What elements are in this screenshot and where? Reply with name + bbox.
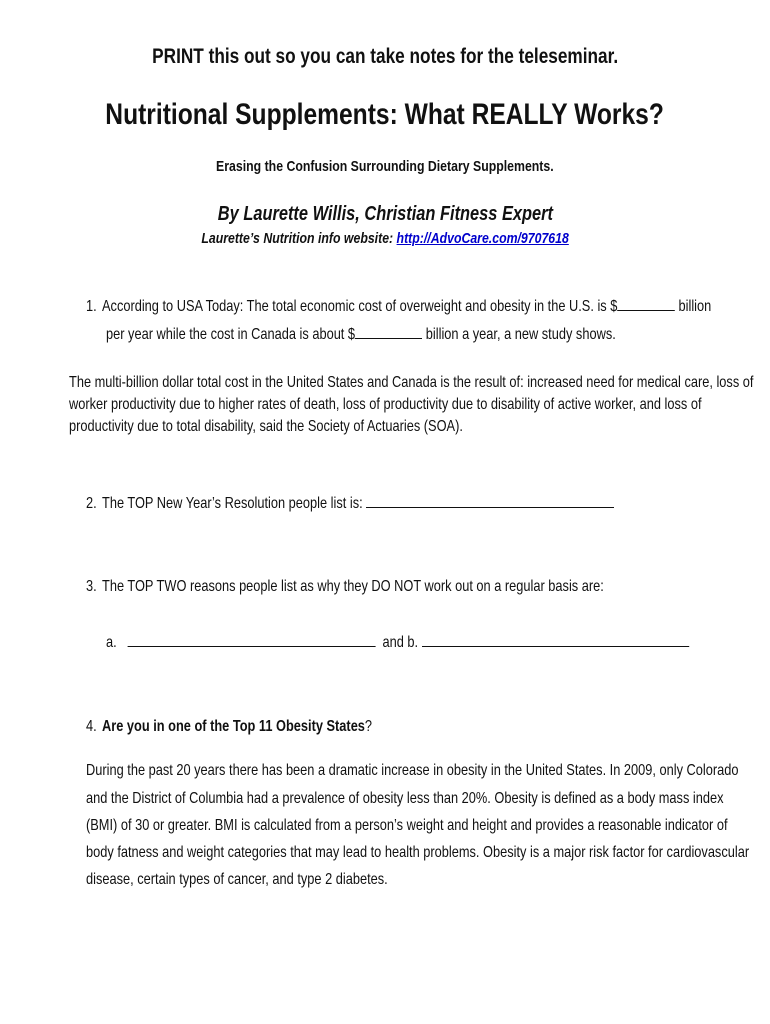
paragraph-1-line: worker productivity due to higher rates of death, loss of productivity due to disability of active worker, and loss of [69, 396, 702, 413]
question-4-text: Are you in one of the Top 11 Obesity States [102, 718, 365, 735]
question-4-suffix: ? [364, 718, 373, 735]
author-text: By Laurette Willis, Christian Fitness Expert [217, 203, 553, 225]
paragraph-2-line: (BMI) of 30 or greater. BMI is calculated from a person’s weight and height and provides a reasonable indicator of [86, 817, 728, 834]
print-note-text: PRINT this out so you can take notes for the teleseminar. [151, 45, 618, 68]
paragraph-2-line: body fatness and weight categories that may lead to health problems. Obesity is a major risk factor for cardiovascular [86, 844, 750, 861]
question-1-number: 1. [86, 298, 97, 315]
question-4 [86, 718, 444, 736]
website-link[interactable]: http://AdvoCare.com/9707618 [396, 230, 569, 247]
question-3 [86, 578, 733, 596]
page-title [0, 98, 770, 132]
question-2-text: The TOP New Year’s Resolution people list is: [102, 495, 363, 512]
question-1-text-a: According to USA Today: The total economic cost of overweight and obesity in the U.S. is $ [102, 298, 618, 315]
question-1-line-2 [106, 324, 743, 344]
paragraph-1-line: productivity due to total disability, said the Society of Actuaries (SOA). [69, 418, 463, 435]
question-1-text-d: billion a year, a new study shows. [425, 326, 616, 343]
question-3-text: The TOP TWO reasons people list as why they DO NOT work out on a regular basis are: [102, 578, 604, 595]
subtitle [0, 158, 770, 175]
answer-blank-us-cost[interactable] [617, 296, 675, 311]
author-byline [0, 203, 770, 226]
paragraph-2-line: disease, certain types of cancer, and type 2 diabetes. [86, 871, 388, 888]
paragraph-2-line: During the past 20 years there has been a dramatic increase in obesity in the United States. In 2009, only Colorado [86, 762, 739, 779]
question-1-text-c: per year while the cost in Canada is about $ [106, 326, 356, 343]
question-3-answers [106, 632, 770, 652]
answer-blank-reason-a[interactable] [127, 632, 375, 647]
paragraph-2-line: and the District of Columbia had a prevalence of obesity less than 20%. Obesity is defined as a body mass index [86, 790, 724, 807]
question-4-number: 4. [86, 718, 97, 735]
question-1-line-1 [86, 296, 770, 316]
answer-blank-canada-cost[interactable] [355, 324, 422, 339]
answer-blank-reason-b[interactable] [422, 632, 689, 647]
answer-b-label: and b. [382, 634, 419, 651]
website-label: Laurette’s Nutrition info website: [201, 230, 394, 247]
answer-a-label: a. [106, 634, 117, 651]
paragraph-1-line: The multi-billion dollar total cost in the United States and Canada is the result of: increased need for medical care, loss of [69, 374, 754, 391]
question-2-number: 2. [86, 495, 97, 512]
website-line [0, 230, 770, 247]
question-2 [86, 493, 746, 513]
print-note [0, 45, 770, 69]
page-title-text: Nutritional Supplements: What REALLY Works? [105, 98, 665, 131]
subtitle-text: Erasing the Confusion Surrounding Dietary Supplements. [216, 158, 554, 175]
question-3-number: 3. [86, 578, 97, 595]
answer-blank-resolution[interactable] [366, 493, 614, 508]
question-1-text-b: billion [678, 298, 712, 315]
